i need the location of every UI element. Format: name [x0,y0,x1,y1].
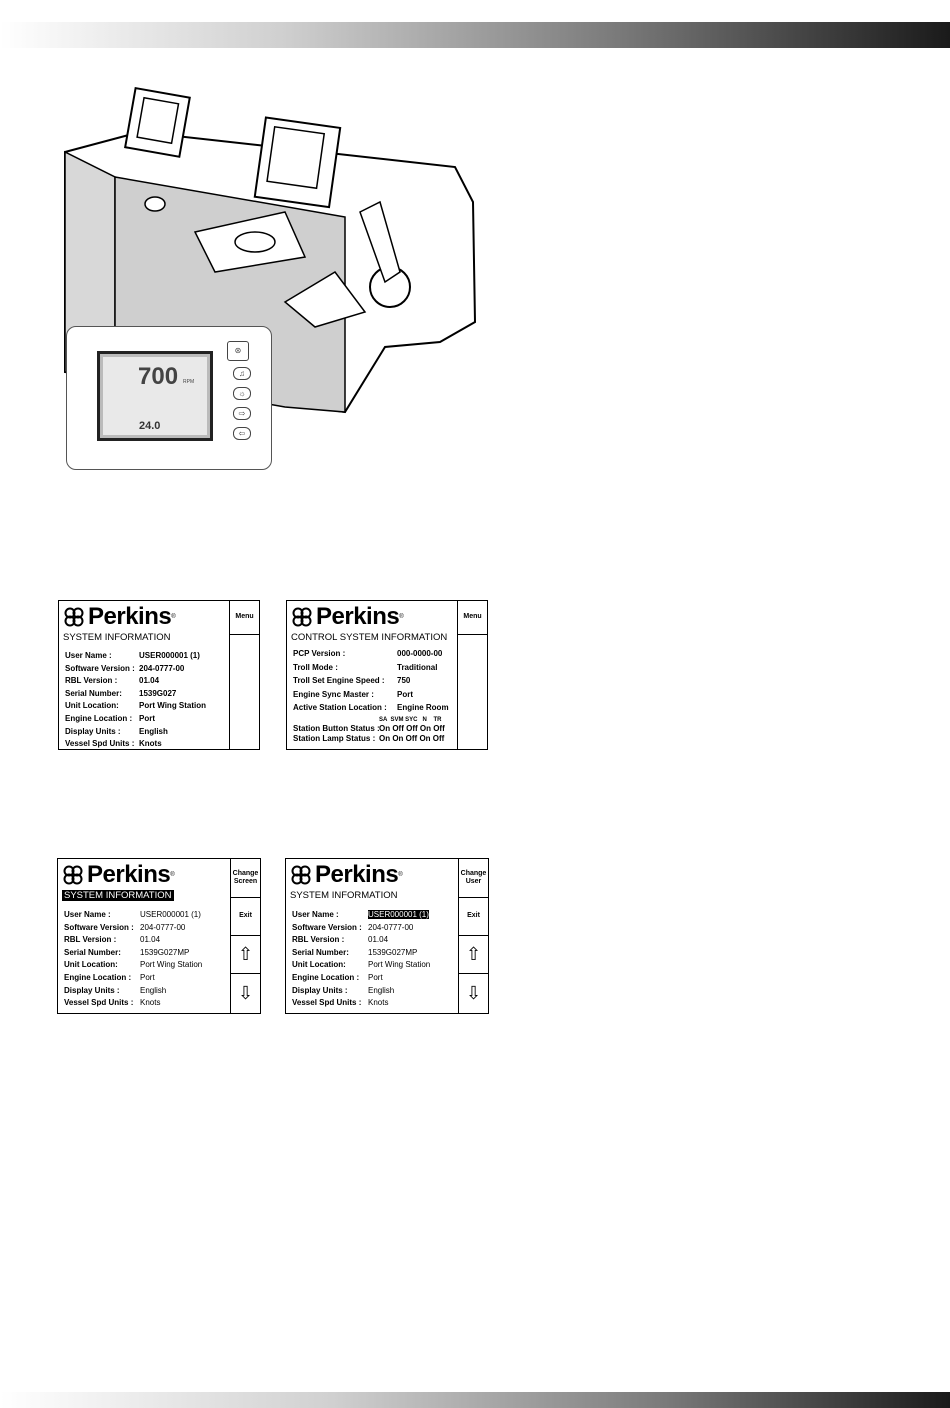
perkins-emblem-icon [291,606,313,628]
speed-readout: 24.0 [139,420,161,432]
exit-button[interactable]: Exit [459,898,488,936]
system-info-panel-change-user: Perkins ® SYSTEM INFORMATION Change User Exit ⇧ ⇩ User Name : USER000001 (1) Software Version : 204-0777-00 RBL Version : 01.04 Serial Number: 1539G027MP Unit Location: Port Wing Station Engine Location : Port Display Units : English Vessel Spd Units : Knots [285,858,489,1014]
status-column-header: SA SVM SYC N TR [379,717,442,723]
control-system-info-panel: Perkins ® CONTROL SYSTEM INFORMATION Menu PCP Version : 000-0000-00 Troll Mode : Traditional Troll Set Engine Speed : 750 Engine Sync Master : Port Active Station Location : Engine Room SA SVM SYC N TR Station Button Status : On Off Off On Off Station Lamp Status : On On Off On Off [286,600,488,750]
display-closeup-inset [66,326,272,470]
up-arrow-button[interactable]: ⇧ [459,936,488,974]
soft-key-column [229,601,259,749]
alarm-soft-key[interactable]: ♫ [233,367,251,380]
system-info-panel-change-screen: Perkins ® SYSTEM INFORMATION Change Screen Exit ⇧ ⇩ User Name : USER000001 (1) Software Version : 204-0777-00 RBL Version : 01.04 Serial Number: 1539G027MP Unit Location: Port Wing Station Engine Location : Port Display Units : English Vessel Spd Units : Knots [57,858,261,1014]
panel-title: CONTROL SYSTEM INFORMATION [291,632,448,643]
change-user-button[interactable]: Change User [459,859,488,898]
footer-gradient-bar [0,1392,950,1408]
panel-title: SYSTEM INFORMATION [63,632,171,643]
perkins-emblem-icon [62,864,84,886]
change-screen-button[interactable]: Change Screen [231,859,260,898]
perkins-emblem-icon [290,864,312,886]
brightness-soft-key[interactable]: ☼ [233,387,251,400]
down-arrow-button[interactable]: ⇩ [237,982,254,1003]
header-gradient-bar [0,22,950,48]
menu-button[interactable]: Menu [458,601,487,635]
exit-button[interactable]: Exit [231,898,260,936]
rpm-readout: 700 [138,363,179,390]
panel-title-highlighted: SYSTEM INFORMATION [64,890,172,901]
menu-soft-key[interactable]: ⊛ [227,341,249,361]
perkins-logo: Perkins ® [63,605,176,629]
menu-button[interactable]: Menu [230,601,259,635]
soft-key-column [230,859,260,1013]
down-arrow-button[interactable]: ⇩ [465,982,482,1003]
display-screen [97,351,213,441]
perkins-logo: Perkins ® [62,863,175,887]
selected-user-value[interactable]: USER000001 (1) [368,910,429,919]
left-arrow-soft-key[interactable]: ⇦ [233,427,251,440]
panel-title: SYSTEM INFORMATION [290,890,398,901]
soft-key-column [457,601,487,749]
soft-key-column [458,859,488,1013]
perkins-logo: Perkins ® [291,605,404,629]
perkins-logo: Perkins ® [290,863,403,887]
right-arrow-soft-key[interactable]: ⇨ [233,407,251,420]
system-info-panel-1: Perkins ® SYSTEM INFORMATION Menu User Name : USER000001 (1) Software Version : 204-0777-00 RBL Version : 01.04 Serial Number: 1539G027 Unit Location: Port Wing Station Engine Location : Port Display Units : English Vessel Spd Units : Knots [58,600,260,750]
perkins-emblem-icon [63,606,85,628]
rpm-unit: RPM [183,379,195,385]
up-arrow-button[interactable]: ⇧ [231,936,260,974]
